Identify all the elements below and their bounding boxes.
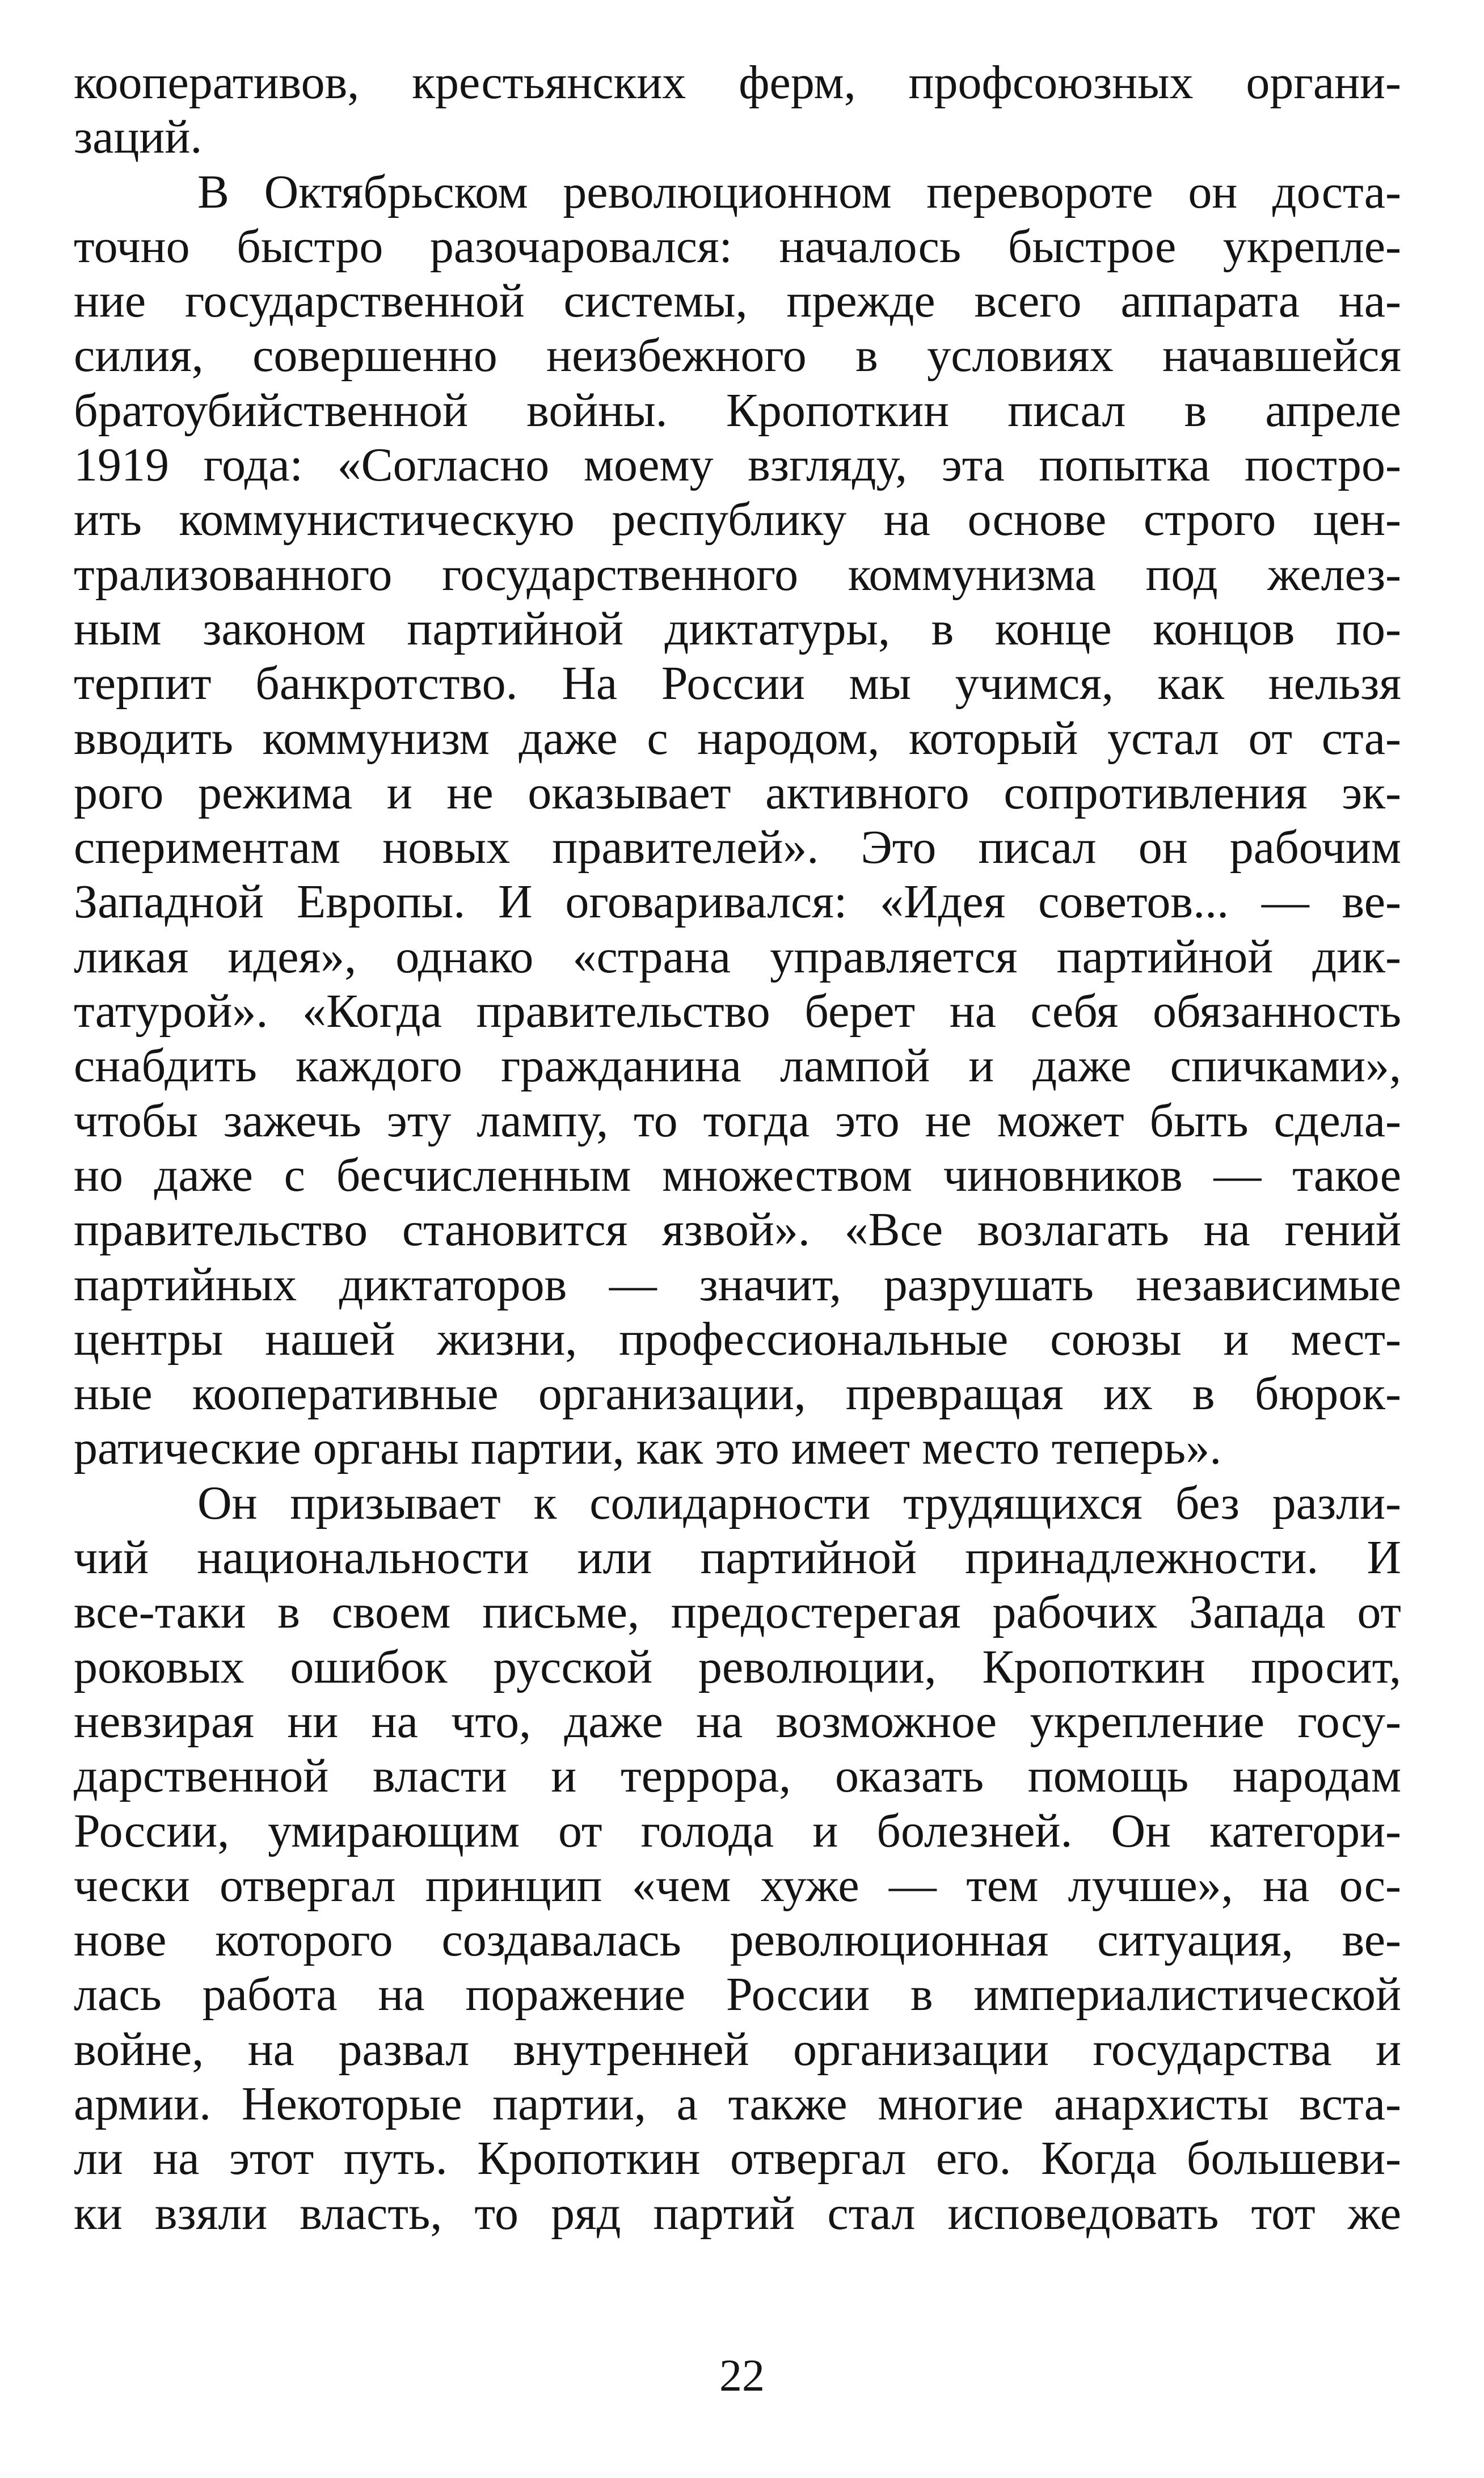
text-line: ли на этот путь. Кропоткин отвергал его. Когда большеви-: [74, 2132, 1401, 2185]
text-line: армии. Некоторые партии, а также многие анархисты вста-: [74, 2077, 1401, 2130]
text-line: татурой». «Когда правительство берет на себя обязанность: [74, 985, 1401, 1038]
text-line: чтобы зажечь эту лампу, то тогда это не может быть сдела-: [74, 1094, 1401, 1147]
text-line: чески отвергал принцип «чем хуже — тем лучше», на ос-: [74, 1858, 1401, 1912]
text-line: терпит банкротство. На России мы учимся, как нельзя: [74, 657, 1401, 710]
text-line: точно быстро разочаровался: началось быстрое укрепле-: [74, 220, 1401, 273]
text-line: центры нашей жизни, профессиональные союзы и мест-: [74, 1312, 1401, 1366]
text-line: спериментам новых правителей». Это писал он рабочим: [74, 821, 1401, 874]
text-line: лась работа на поражение России в империалистической: [74, 1968, 1401, 2021]
text-line: ние государственной системы, прежде всего аппарата на-: [74, 275, 1401, 328]
text-line: все-таки в своем письме, предостерегая рабочих Запада от: [74, 1586, 1401, 1639]
text-line: нове которого создавалась революционная ситуация, ве-: [74, 1914, 1401, 1967]
text-line: ки взяли власть, то ряд партий стал исповедовать тот же: [74, 2186, 1401, 2240]
text-line: трализованного государственного коммунизма под желез-: [74, 547, 1401, 601]
text-line: Западной Европы. И оговаривался: «Идея советов... — ве-: [74, 875, 1401, 929]
text-line: вводить коммунизм даже с народом, который устал от ста-: [74, 711, 1401, 765]
text-line: чий национальности или партийной принадлежности. И: [74, 1531, 1401, 1584]
text-line: России, умирающим от голода и болезней. Он категори-: [74, 1804, 1401, 1857]
text-line: ные кооперативные организации, превращая их в бюрок-: [74, 1367, 1401, 1421]
text-line: снабдить каждого гражданина лампой и даже спичками»,: [74, 1039, 1401, 1093]
body-text: [74, 56, 1401, 2241]
text-line: правительство становится язвой». «Все возлагать на гений: [74, 1203, 1401, 1257]
text-line: заций.: [74, 111, 203, 164]
text-line: Он призывает к солидарности трудящихся без разли-: [197, 1476, 1401, 1529]
text-line: кооперативов, крестьянских ферм, профсоюзных органи-: [74, 56, 1401, 109]
text-line: ликая идея», однако «страна управляется партийной дик-: [74, 930, 1401, 983]
text-line: войне, на развал внутренней организации государства и: [74, 2022, 1401, 2076]
text-line: невзирая ни на что, даже на возможное укрепление госу-: [74, 1695, 1401, 1748]
text-line: ным законом партийной диктатуры, в конце концов по-: [74, 602, 1401, 655]
text-line: В Октябрьском революционном перевороте он доста-: [197, 165, 1401, 218]
text-line: ратические органы партии, как это имеет место теперь».: [74, 1422, 1222, 1475]
text-line: партийных диктаторов — значит, разрушать независимые: [74, 1258, 1401, 1311]
text-line: дарственной власти и террора, оказать помощь народам: [74, 1750, 1401, 1803]
text-line: 1919 года: «Согласно моему взгляду, эта попытка постро-: [74, 439, 1401, 492]
page-number: 22: [719, 2351, 765, 2401]
text-line: ить коммунистическую республику на основе строго цен-: [74, 493, 1401, 546]
text-line: рого режима и не оказывает активного сопротивления эк-: [74, 766, 1401, 819]
text-line: братоубийственной войны. Кропоткин писал в апреле: [74, 384, 1401, 437]
text-line: но даже с бесчисленным множеством чиновников — такое: [74, 1148, 1401, 1202]
text-line: силия, совершенно неизбежного в условиях начавшейся: [74, 329, 1401, 382]
text-line: роковых ошибок русской революции, Кропоткин просит,: [74, 1640, 1401, 1693]
